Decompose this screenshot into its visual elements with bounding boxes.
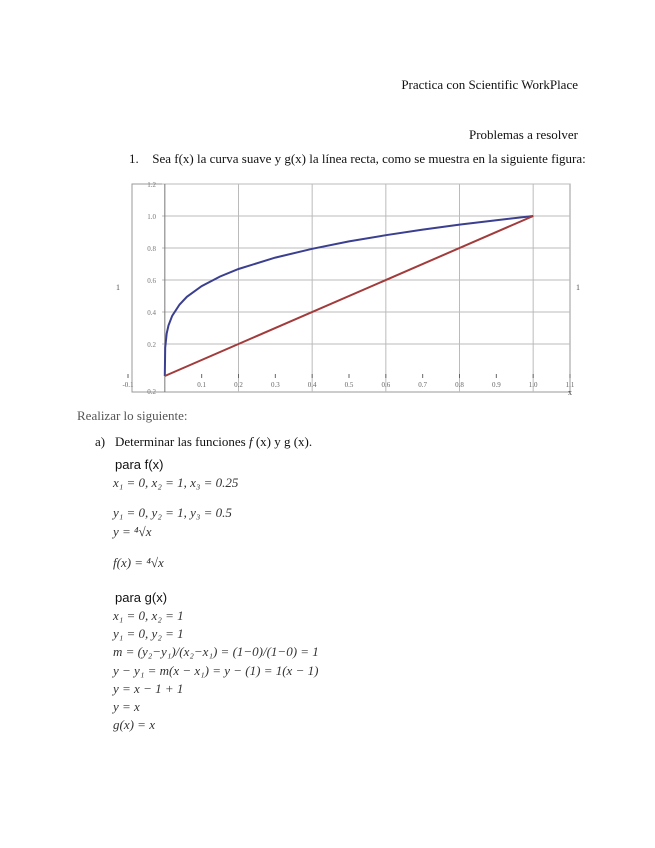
- subitem-f: f: [248, 434, 253, 449]
- g-x-values: x₁ = 0, x₂ = 1: [113, 608, 184, 623]
- section-title: Problemas a resolver: [468, 127, 578, 142]
- y-tick-label: 0.8: [147, 245, 156, 253]
- x-tick-label: 0.6: [381, 381, 391, 389]
- f-x-values: x₁ = 0, x₂ = 1, x₃ = 0.25: [113, 475, 239, 490]
- x-tick-label: 1.0: [528, 381, 538, 389]
- y-tick-label: 0.2: [147, 341, 156, 349]
- chart-svg: [110, 178, 590, 398]
- subitem-a: [95, 434, 312, 450]
- item-number: 1.: [129, 151, 139, 166]
- g-slope: m = (y₂−y₁)/(x₂−x₁) = (1−0)/(1−0) = 1: [113, 644, 319, 659]
- x-tick-label: 0.7: [418, 381, 428, 389]
- instructions: Realizar lo siguiente:: [77, 408, 188, 423]
- x-tick-label: 0.1: [197, 381, 207, 389]
- x-tick-label: 0.2: [234, 381, 243, 389]
- x-tick-label: -0.1: [122, 381, 134, 389]
- x-tick-label: 0.9: [491, 381, 501, 389]
- g-line: y = x: [113, 699, 140, 714]
- f-result: f(x) = ⁴√x: [113, 555, 164, 570]
- function-chart: [110, 178, 590, 403]
- x-tick-label: 0.5: [344, 381, 354, 389]
- subitem-text-pre: Determinar las funciones: [115, 434, 249, 449]
- y-tick-label: 1.2: [147, 181, 156, 189]
- f-equation: y = ⁴√x: [113, 524, 152, 539]
- side-mark-right: 1: [576, 283, 580, 292]
- side-mark-left: 1: [116, 283, 120, 292]
- y-bottom-label: 0.2: [147, 388, 156, 396]
- f-heading: para f(x): [115, 457, 164, 472]
- g-y-values: y₁ = 0, y₂ = 1: [113, 626, 184, 641]
- x-tick-label: 0.3: [270, 381, 280, 389]
- y-tick-label: 1.0: [147, 213, 156, 221]
- item-text: Sea f(x) la curva suave y g(x) la línea recta, como se muestra en la siguiente figura:: [152, 151, 586, 166]
- x-tick-label: 1.1: [565, 381, 575, 389]
- document-header: Practica con Scientific WorkPlace: [401, 77, 578, 92]
- problem-item-1: [129, 151, 586, 167]
- x-tick-label: 0.4: [307, 381, 317, 389]
- y-tick-label: 0.4: [147, 309, 156, 317]
- f-y-values: y₁ = 0, y₂ = 1, y₃ = 0.5: [113, 505, 232, 520]
- series-line-g: [165, 216, 533, 376]
- subitem-label: a): [95, 434, 106, 449]
- x-tick-label: 0.8: [455, 381, 464, 389]
- y-tick-label: 0.6: [147, 277, 156, 285]
- g-simplify: y = x − 1 + 1: [113, 681, 184, 696]
- x-axis-label: x: [568, 388, 572, 397]
- g-point-slope: y − y₁ = m(x − x₁) = y − (1) = 1(x − 1): [113, 663, 319, 678]
- g-result: g(x) = x: [113, 717, 155, 732]
- subitem-text-post: (x) y g (x).: [252, 434, 313, 449]
- g-heading: para g(x): [115, 590, 168, 605]
